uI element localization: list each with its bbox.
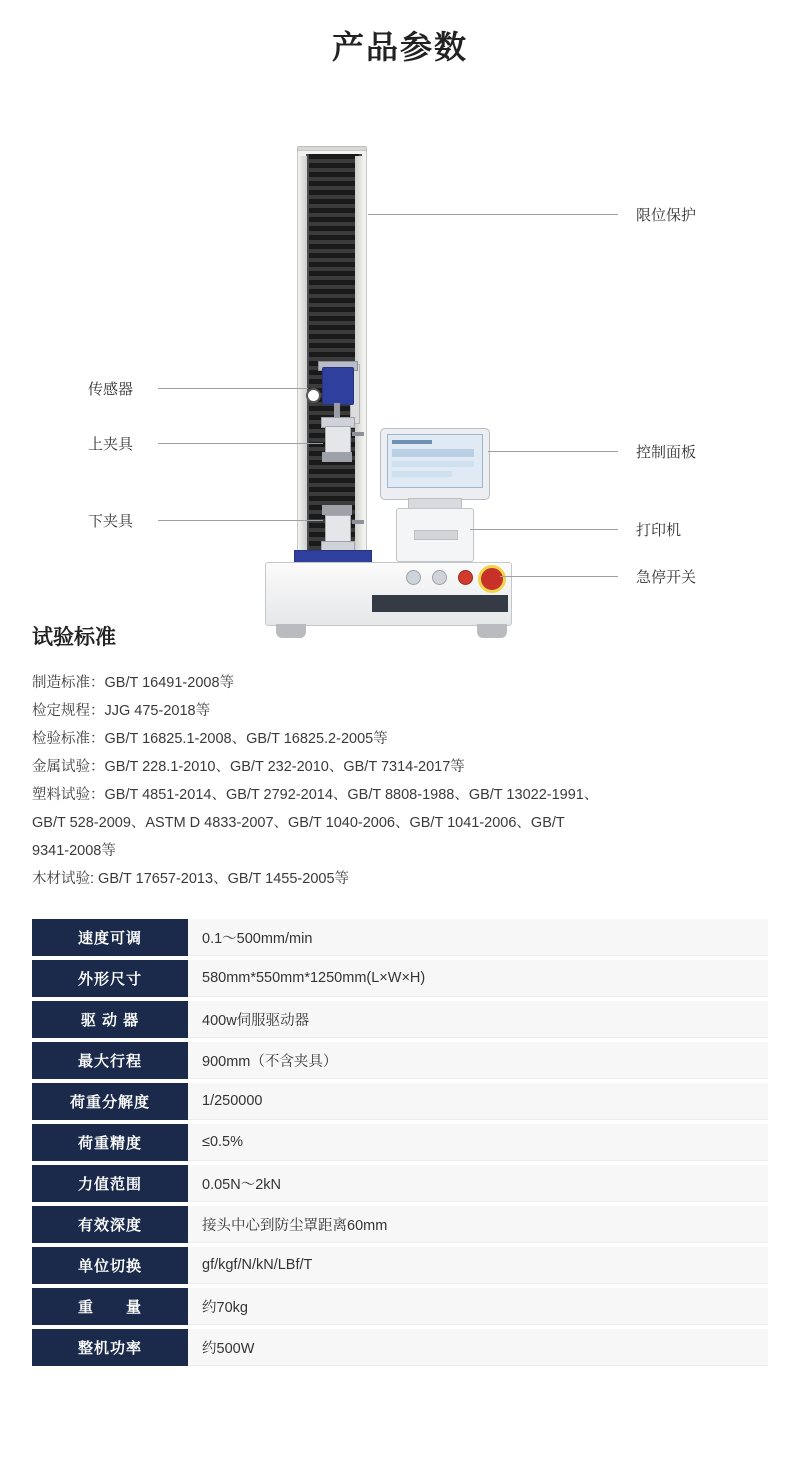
standards-line: 木材试验: GB/T 17657-2013、GB/T 1455-2005等 [32,871,350,887]
product-diagram [0,68,800,613]
spec-value: 0.05N～2kN [188,1165,768,1202]
specifications-table [32,915,768,1370]
upper-grip-body [325,426,351,454]
table-row [32,1165,768,1202]
spec-key: 有效深度 [32,1206,188,1243]
callout-control-panel: 控制面板 [636,444,697,461]
panel-screen-line-1 [392,440,432,444]
sensor-knob [306,388,321,403]
spec-value: 1/250000 [188,1083,768,1120]
callout-emergency-stop: 急停开关 [636,569,697,586]
sensor-rod [334,403,340,417]
spec-value: ≤0.5% [188,1124,768,1161]
spec-value: 400w伺服驱动器 [188,1001,768,1038]
spec-key: 荷重精度 [32,1124,188,1161]
standards-line: GB/T 528-2009、ASTM D 4833-2007、GB/T 1040-2006、GB/T 1041-2006、GB/T [32,815,565,831]
spec-key: 最大行程 [32,1042,188,1079]
lower-grip-jaw [322,505,352,515]
table-row [32,1206,768,1243]
emergency-stop-button [478,565,506,593]
spec-key: 速度可调 [32,919,188,956]
lower-grip-pin [352,520,364,524]
callout-sensor: 传感器 [88,381,134,398]
callout-lower-grip: 下夹具 [88,513,134,530]
standards-line: 检定规程：JJG 475-2018等 [32,703,211,719]
spec-key: 力值范围 [32,1165,188,1202]
callout-printer: 打印机 [636,522,682,539]
base-button-3 [458,570,473,585]
leader-line-lower-grip [158,520,323,521]
spec-key: 驱 动 器 [32,1001,188,1038]
leader-line-sensor [158,388,308,389]
panel-screen-line-2 [392,449,474,457]
column-left-rail [299,156,307,554]
spec-value: 0.1～500mm/min [188,919,768,956]
printer-paper-slot [414,530,458,540]
upper-grip-jaw [322,452,352,462]
standards-section [0,621,800,893]
callout-limit-protection: 限位保护 [636,207,697,224]
machine-foot-left [276,624,306,638]
spec-value: 580mm*550mm*1250mm(L×W×H) [188,960,768,997]
page-title: 产品参数 [331,29,468,65]
leader-line-upper-grip [158,443,323,444]
base-button-1 [406,570,421,585]
machine-base [265,562,512,626]
spec-key: 荷重分解度 [32,1083,188,1120]
table-row [32,1124,768,1161]
table-row [32,1247,768,1284]
panel-screen-line-4 [392,471,452,477]
lower-grip-body [325,515,351,543]
spec-key: 整机功率 [32,1329,188,1366]
standards-line: 金属试验：GB/T 228.1-2010、GB/T 232-2010、GB/T 7314-2017等 [32,759,465,775]
table-row [32,1288,768,1325]
table-row [32,960,768,997]
leader-line-limit-protection [368,214,618,215]
leader-line-control-panel [488,451,618,452]
spec-value: 900mm（不含夹具） [188,1042,768,1079]
load-sensor [322,367,354,405]
spec-key: 单位切换 [32,1247,188,1284]
base-button-2 [432,570,447,585]
table-row [32,1329,768,1366]
table-row [32,1001,768,1038]
machine-foot-right [477,624,507,638]
standards-line: 9341-2008等 [32,843,116,859]
column-belt [306,154,362,554]
machine-base-strip [372,595,508,612]
table-row [32,1083,768,1120]
table-row [32,1042,768,1079]
standards-line: 检验标准：GB/T 16825.1-2008、GB/T 16825.2-2005等 [32,731,388,747]
callout-upper-grip: 上夹具 [88,436,134,453]
spec-value: 约70kg [188,1288,768,1325]
spec-value: gf/kgf/N/kN/LBf/T [188,1247,768,1284]
spec-value: 接头中心到防尘罩距离60mm [188,1206,768,1243]
leader-line-emergency-stop [500,576,618,577]
standards-line: 制造标准：GB/T 16491-2008等 [32,675,235,691]
standards-heading: 试验标准 [32,626,116,649]
table-row [32,919,768,956]
spec-key: 重 量 [32,1288,188,1325]
column-right-rail [355,156,363,554]
panel-screen-line-3 [392,461,474,467]
leader-line-printer [470,529,618,530]
standards-line: 塑料试验：GB/T 4851-2014、GB/T 2792-2014、GB/T 8808-1988、GB/T 13022-1991、 [32,787,599,803]
upper-grip-pin [352,432,364,436]
spec-key: 外形尺寸 [32,960,188,997]
spec-value: 约500W [188,1329,768,1366]
